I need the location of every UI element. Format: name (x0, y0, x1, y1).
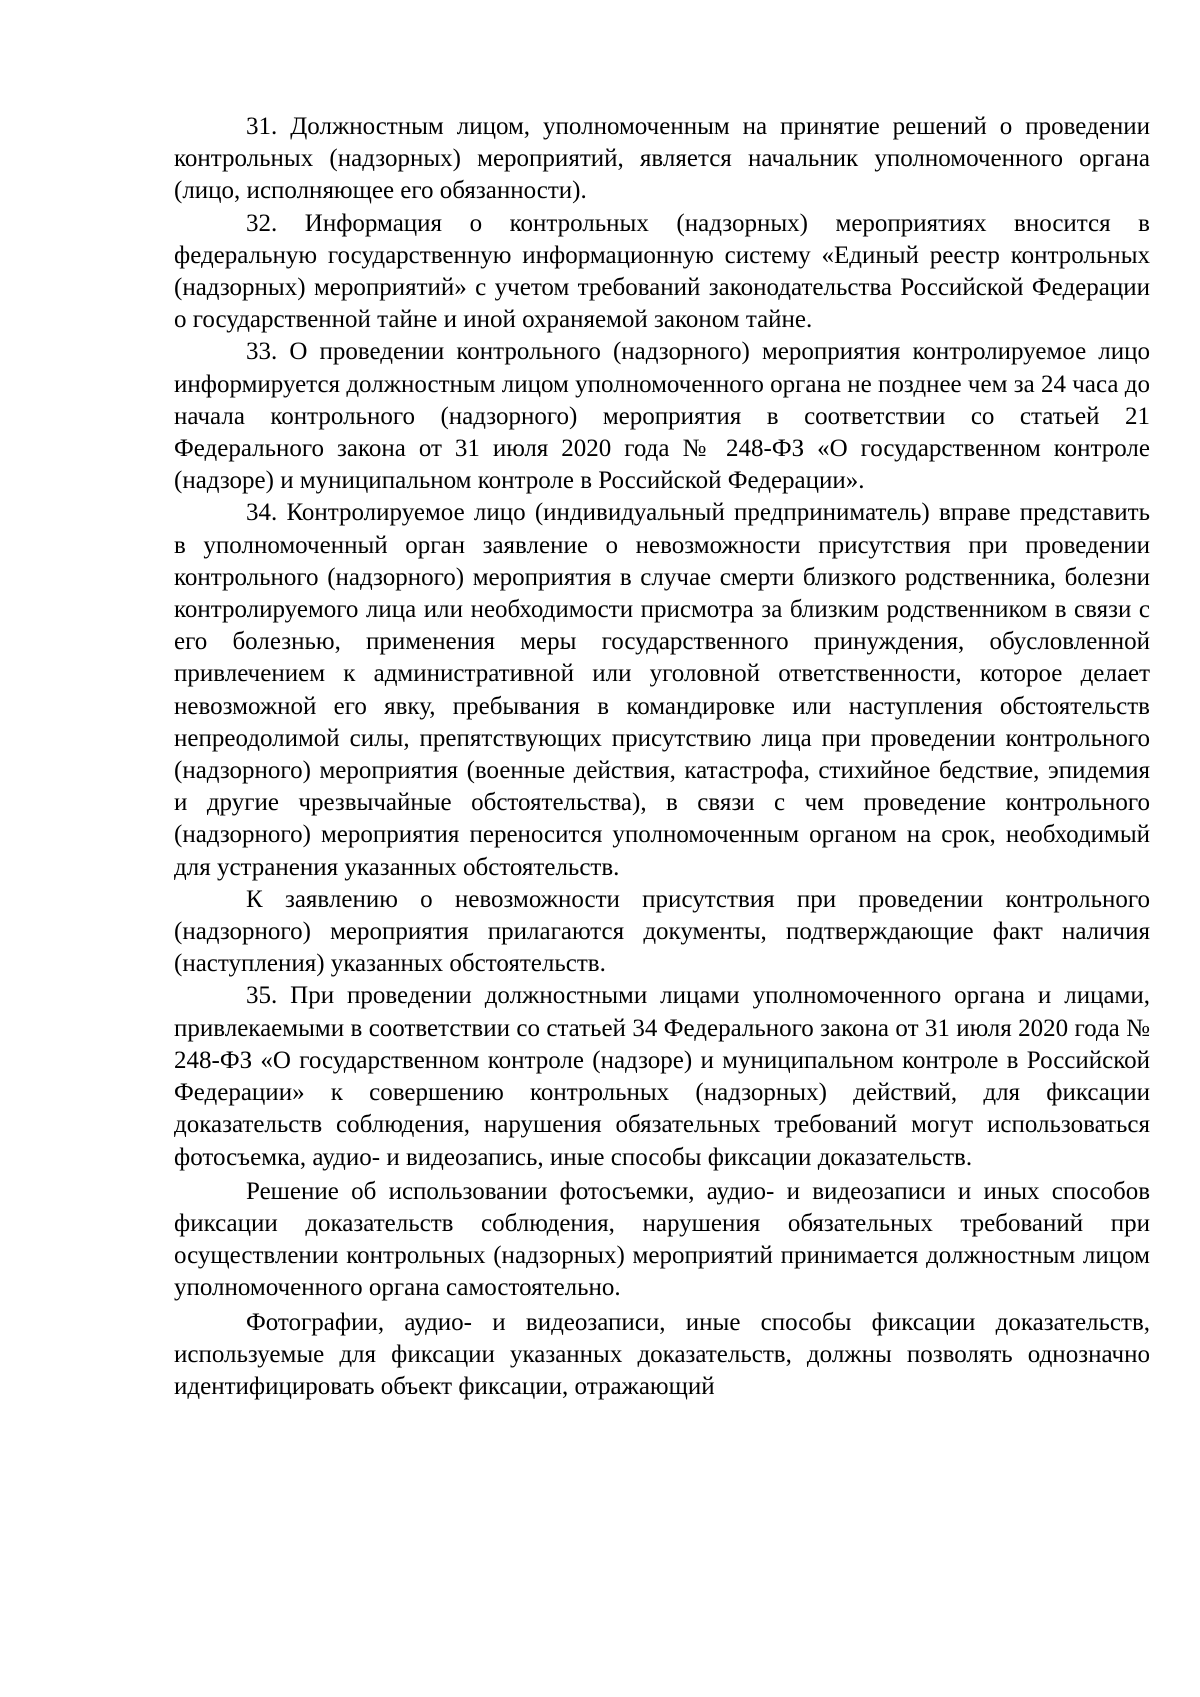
paragraph-34: 34. Контролируемое лицо (индивидуальный предприниматель) вправе представить в уполномоченный орган заявление о невозможности присутствия при проведении контрольного (надзорного) мероприятия в случае смерти близкого родственника, болезни контролируемого лица или необходимости присмотра за близким родственником в связи с его болезнью, применения меры государственного принуждения, обусловленной привлечением к административной или уголовной ответственности, которое делает невозможной его явку, пребывания в командировке или наступления обстоятельств непреодолимой силы, препятствующих присутствию лица при проведении контрольного (надзорного) мероприятия (военные действия, катастрофа, стихийное бедствие, эпидемия и другие чрезвычайные обстоятельства), в связи с чем проведение контрольного (надзорного) мероприятия переносится уполномоченным органом на срок, необходимый для устранения указанных обстоятельств. (174, 499, 1150, 881)
paragraph-35: 35. При проведении должностными лицами уполномоченного органа и лицами, привлекаемыми в соответствии со статьей 34 Федерального закона от 31 июля 2020 года № 248-ФЗ «О государственном контроле (надзоре) и муниципальном контроле в Российской Федерации» к совершению контрольных (надзорных) действий, для фиксации доказательств соблюдения, нарушения обязательных требований могут использоваться фотосъемка, аудио- и видеозапись, иные способы фиксации доказательств. (174, 982, 1150, 1171)
paragraph-34-continuation: К заявлению о невозможности присутствия при проведении контрольного (надзорного) мероприятия прилагаются документы, подтверждающие факт наличия (наступления) указанных обстоятельств. (174, 885, 1150, 978)
paragraph-31: 31. Должностным лицом, уполномоченным на принятие решений о проведении контрольных (надзорных) мероприятий, является начальник уполномоченного органа (лицо, исполняющее его обязанности). (174, 113, 1150, 205)
document-page (174, 111, 1150, 1403)
paragraph-35-decision: Решение об использовании фотосъемки, аудио- и видеозаписи и иных способов фиксации доказательств соблюдения, нарушения обязательных требований при осуществлении контрольных (надзорных) мероприятий принимается должностным лицом уполномоченного органа самостоятельно. (174, 1177, 1150, 1302)
paragraph-35-photos: Фотографии, аудио- и видеозаписи, иные способы фиксации доказательств, используемые для фиксации указанных доказательств, должны позволять однозначно идентифицировать объект фиксации, отражающий (174, 1308, 1150, 1400)
paragraph-32: 32. Информация о контрольных (надзорных) мероприятиях вносится в федеральную государственную информационную систему «Единый реестр контрольных (надзорных) мероприятий» с учетом требований законодательства Российской Федерации о государственной тайне и иной охраняемой законом тайне. (174, 209, 1150, 334)
paragraph-33: 33. О проведении контрольного (надзорного) мероприятия контролируемое лицо информируется должностным лицом уполномоченного органа не позднее чем за 24 часа до начала контрольного (надзорного) мероприятия в соответствии со статьей 21 Федерального закона от 31 июля 2020 года № 248-ФЗ «О государственном контроле (надзоре) и муниципальном контроле в Российской Федерации». (174, 338, 1150, 495)
